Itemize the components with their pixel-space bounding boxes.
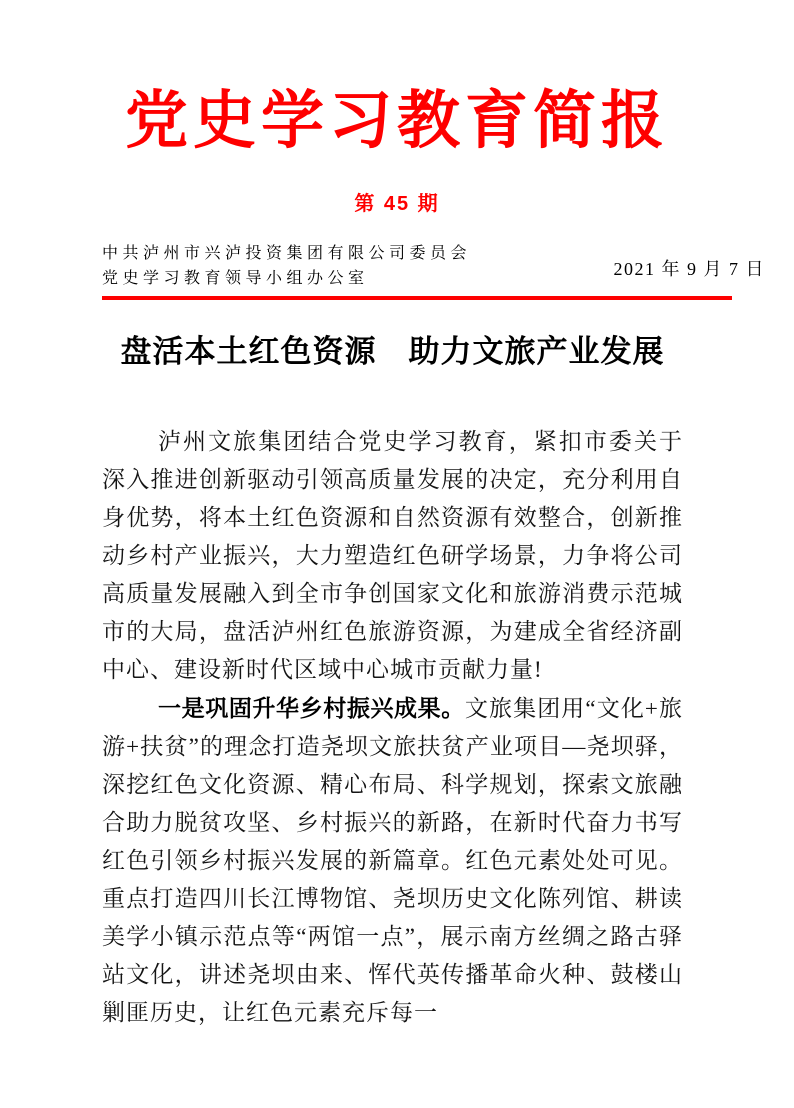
paragraph-lead: 一是巩固升华乡村振兴成果。	[158, 695, 465, 721]
issue-number: 第 45 期	[354, 193, 440, 215]
issuing-header	[102, 241, 765, 291]
org-line-1: 中共泸州市兴泸投资集团有限公司委员会	[102, 245, 472, 262]
bulletin-title: 党史学习教育简报	[125, 86, 669, 156]
publish-date: 2021 年 9 月 7 日	[613, 259, 765, 279]
article-paragraph	[102, 422, 683, 689]
masthead	[0, 0, 794, 216]
article-paragraph	[102, 689, 683, 1032]
article-title: 盘活本土红色资源 助力文旅产业发展	[120, 334, 665, 369]
org-line-2: 党史学习教育领导小组办公室	[102, 270, 369, 287]
org-block	[102, 241, 471, 291]
paragraph-text: 泸州文旅集团结合党史学习教育，紧扣市委关于深入推进创新驱动引领高质量发展的决定，充分利用自身优势，将本土红色资源和自然资源有效整合，创新推动乡村产业振兴，大力塑造红色研学场景，力争将公司高质量发展融入到全市争创国家文化和旅游消费示范城市的大局，盘活泸州红色旅游资源，为建成全省经济副中心、建设新时代区域中心城市贡献力量!	[102, 429, 683, 682]
red-divider	[102, 296, 732, 300]
paragraph-text: 文旅集团用“文化+旅游+扶贫”的理念打造尧坝文旅扶贫产业项目—尧坝驿，深挖红色文化资源、精心布局、科学规划，探索文旅融合助力脱贫攻坚、乡村振兴的新路，在新时代奋力书写红色引领乡村振兴发展的新篇章。红色元素处处可见。重点打造四川长江博物馆、尧坝历史文化陈列馆、耕读美学小镇示范点等“两馆一点”，展示南方丝绸之路古驿站文化，讲述尧坝由来、恽代英传播革命火种、鼓楼山剿匪历史，让红色元素充斥每一	[102, 696, 684, 1025]
article-body	[102, 422, 683, 1032]
article	[102, 333, 683, 1032]
